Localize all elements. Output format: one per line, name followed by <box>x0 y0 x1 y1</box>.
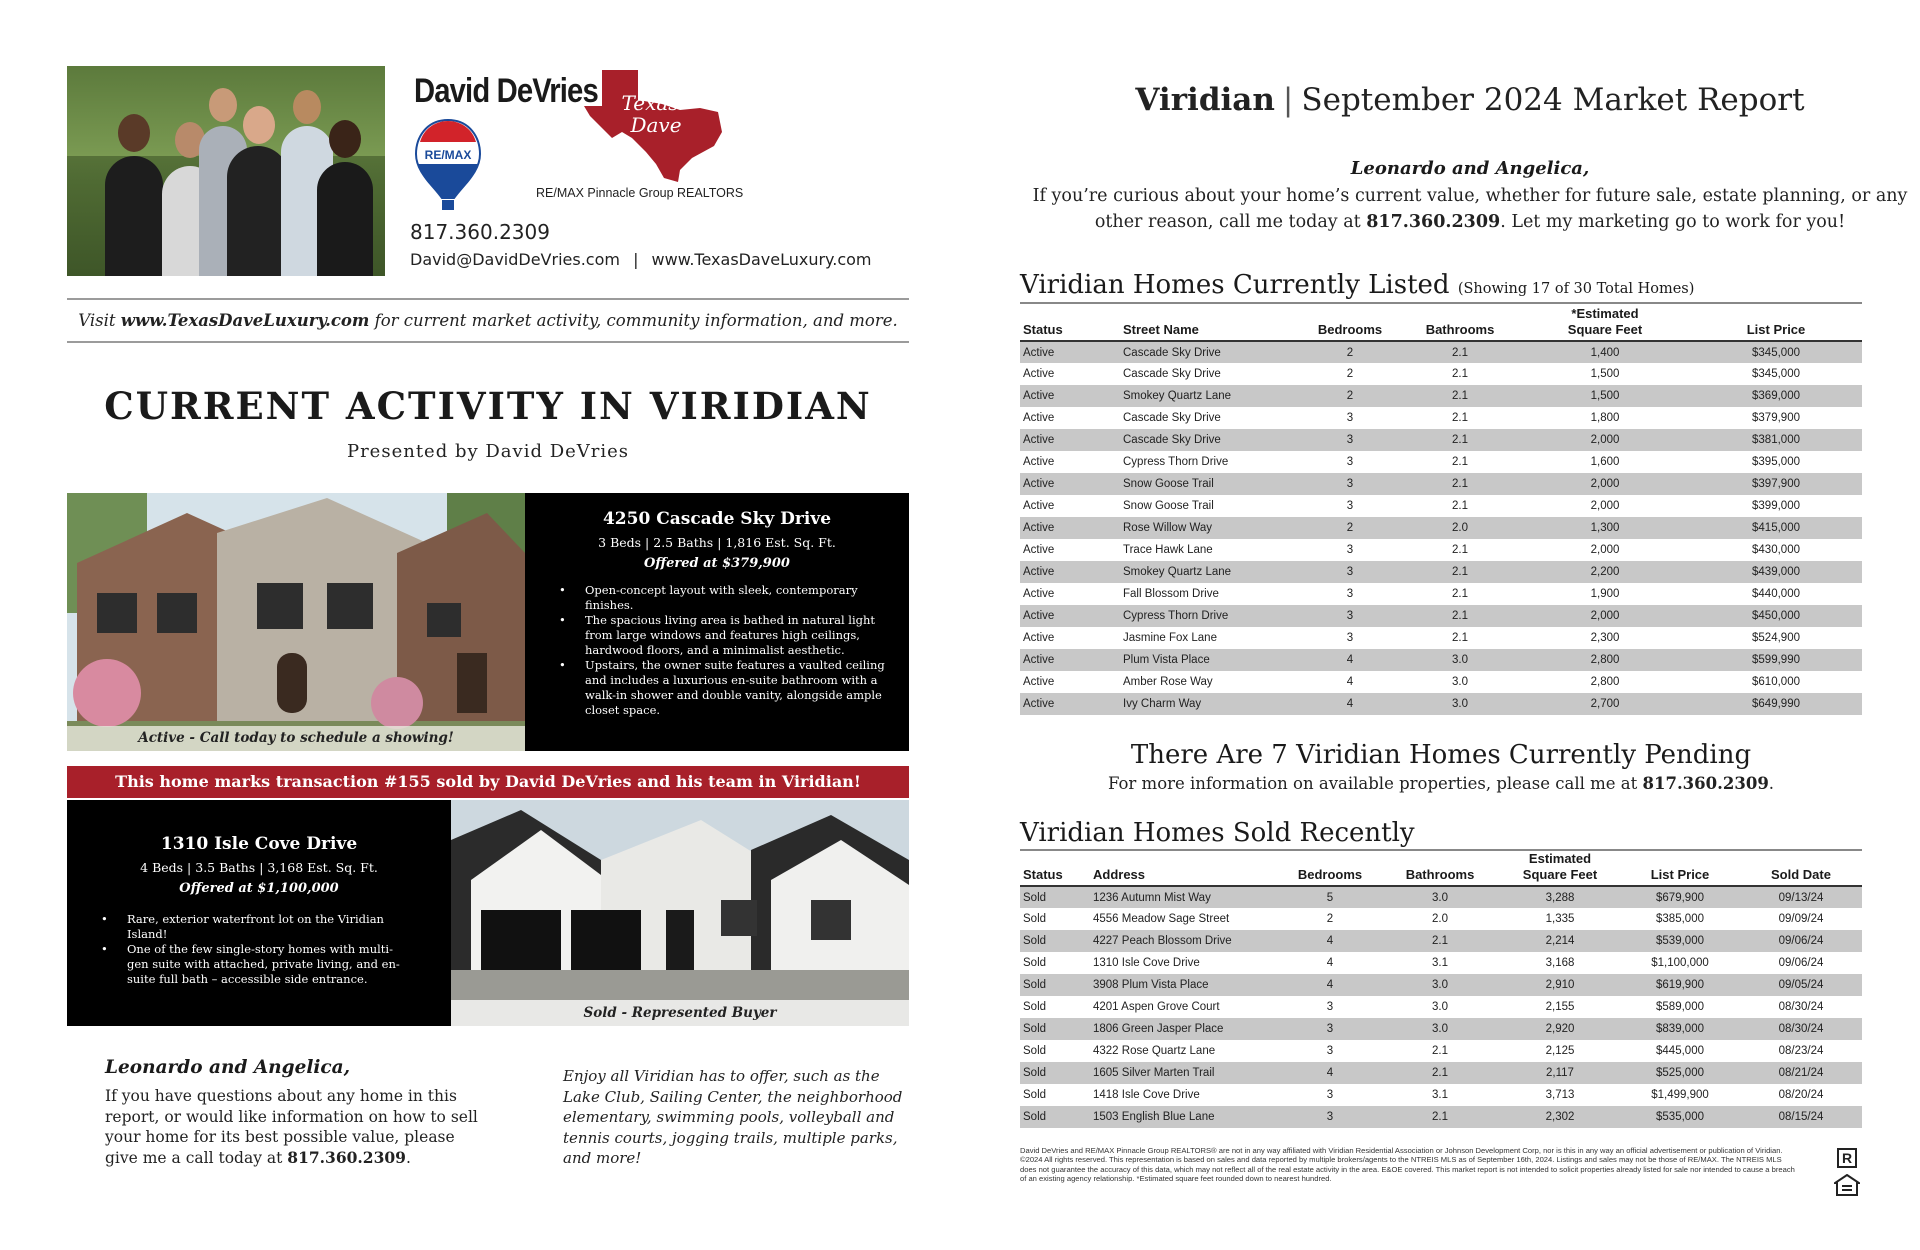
table-cell: 2.0 <box>1400 517 1520 539</box>
agent-brand-name: David DeVries <box>414 72 598 110</box>
brokerage-name: RE/MAX Pinnacle Group REALTORS <box>536 186 744 200</box>
table-cell: Sold <box>1020 1062 1090 1084</box>
table-row <box>1020 1062 1862 1084</box>
table-cell: Sold <box>1020 886 1090 908</box>
list-item: • Open-concept layout with sleek, contemporary finishes. <box>559 583 885 613</box>
table-cell: Active <box>1020 561 1120 583</box>
table-cell: $385,000 <box>1620 908 1740 930</box>
col-bedrooms: Bedrooms <box>1280 851 1380 886</box>
table-cell: 2,700 <box>1520 693 1690 715</box>
col-address: Address <box>1090 851 1280 886</box>
table-cell: 08/23/24 <box>1740 1040 1862 1062</box>
table-cell: 4201 Aspen Grove Court <box>1090 996 1280 1018</box>
col-bathrooms: Bathrooms <box>1380 851 1500 886</box>
table-cell: 3908 Plum Vista Place <box>1090 974 1280 996</box>
table-cell: Active <box>1020 495 1120 517</box>
table-cell: $619,900 <box>1620 974 1740 996</box>
table-cell: 2.1 <box>1400 429 1520 451</box>
dave-logo-word: Dave <box>630 113 682 137</box>
table-cell: 3 <box>1300 495 1400 517</box>
table-cell: 2.1 <box>1400 627 1520 649</box>
table-cell: Sold <box>1020 974 1090 996</box>
table-cell: $535,000 <box>1620 1106 1740 1128</box>
table-cell: 09/06/24 <box>1740 930 1862 952</box>
table-cell: 2 <box>1300 363 1400 385</box>
contact-phone[interactable]: 817.360.2309 <box>410 220 550 244</box>
table-cell: $369,000 <box>1690 385 1862 407</box>
table-cell: 1,600 <box>1520 451 1690 473</box>
table-row <box>1020 451 1862 473</box>
table-cell: 2.1 <box>1400 385 1520 407</box>
listed-rows <box>1020 341 1862 715</box>
greeting-left-phone[interactable]: 817.360.2309 <box>287 1147 406 1167</box>
table-row <box>1020 952 1862 974</box>
table-row <box>1020 385 1862 407</box>
table-cell: 2.1 <box>1380 1106 1500 1128</box>
table-cell: 2 <box>1280 908 1380 930</box>
table-cell: 4 <box>1280 974 1380 996</box>
table-cell: $399,000 <box>1690 495 1862 517</box>
table-cell: Sold <box>1020 1018 1090 1040</box>
table-cell: Snow Goose Trail <box>1120 473 1300 495</box>
table-cell: 2,200 <box>1520 561 1690 583</box>
table-row <box>1020 649 1862 671</box>
table-cell: 4556 Meadow Sage Street <box>1090 908 1280 930</box>
table-row <box>1020 1040 1862 1062</box>
list-item: • Rare, exterior waterfront lot on the Viridian Island! <box>101 912 411 942</box>
sold-title: Viridian Homes Sold Recently <box>1020 818 1415 848</box>
table-cell: Active <box>1020 341 1120 363</box>
table-cell: $525,000 <box>1620 1062 1740 1084</box>
table-cell: 2 <box>1300 517 1400 539</box>
table-cell: Active <box>1020 627 1120 649</box>
right-page <box>960 0 1920 1250</box>
table-cell: Sold <box>1020 1084 1090 1106</box>
table-cell: 09/09/24 <box>1740 908 1862 930</box>
table-cell: 3 <box>1280 1040 1380 1062</box>
table-cell: Active <box>1020 583 1120 605</box>
col-sold-date: Sold Date <box>1740 851 1862 886</box>
table-row <box>1020 996 1862 1018</box>
table-cell: 3 <box>1300 429 1400 451</box>
table-row <box>1020 517 1862 539</box>
table-cell: 2,000 <box>1520 495 1690 517</box>
table-cell: $379,900 <box>1690 407 1862 429</box>
table-cell: 1605 Silver Marten Trail <box>1090 1062 1280 1084</box>
visit-prefix: Visit <box>78 311 121 330</box>
table-cell: $450,000 <box>1690 605 1862 627</box>
table-cell: Trace Hawk Lane <box>1120 539 1300 561</box>
table-cell: Active <box>1020 473 1120 495</box>
table-cell: $395,000 <box>1690 451 1862 473</box>
col-street: Street Name <box>1120 306 1300 341</box>
table-cell: 4 <box>1280 930 1380 952</box>
table-cell: 2,117 <box>1500 1062 1620 1084</box>
table-cell: 2.1 <box>1380 1040 1500 1062</box>
col-bathrooms: Bathrooms <box>1400 306 1520 341</box>
table-cell: 1,300 <box>1520 517 1690 539</box>
table-cell: 09/13/24 <box>1740 886 1862 908</box>
listing1-caption: Active - Call today to schedule a showing! <box>67 726 525 751</box>
listing2-photo <box>451 800 909 1000</box>
report-title: Viridian | September 2024 Market Report <box>1135 82 1805 118</box>
col-price: List Price <box>1690 306 1862 341</box>
table-cell: 4227 Peach Blossom Drive <box>1090 930 1280 952</box>
table-row <box>1020 363 1862 385</box>
table-cell: Active <box>1020 451 1120 473</box>
table-cell: 2.1 <box>1400 583 1520 605</box>
table-cell: 3.0 <box>1380 886 1500 908</box>
table-cell: 3.1 <box>1380 952 1500 974</box>
table-row <box>1020 671 1862 693</box>
table-cell: $649,990 <box>1690 693 1862 715</box>
table-cell: 1,800 <box>1520 407 1690 429</box>
table-cell: $679,900 <box>1620 886 1740 908</box>
visit-line <box>67 311 909 330</box>
table-cell: 3 <box>1280 1106 1380 1128</box>
table-cell: 08/21/24 <box>1740 1062 1862 1084</box>
table-cell: 4 <box>1300 671 1400 693</box>
table-cell: 2,000 <box>1520 605 1690 627</box>
table-cell: 2.1 <box>1400 341 1520 363</box>
table-cell: 3 <box>1280 1018 1380 1040</box>
table-cell: $1,100,000 <box>1620 952 1740 974</box>
table-cell: Ivy Charm Way <box>1120 693 1300 715</box>
greeting-left-name: Leonardo and Angelica, <box>105 1057 351 1078</box>
table-cell: 2 <box>1300 385 1400 407</box>
greeting-right <box>1020 158 1920 235</box>
col-status: Status <box>1020 306 1120 341</box>
table-cell: Active <box>1020 539 1120 561</box>
table-cell: 1236 Autumn Mist Way <box>1090 886 1280 908</box>
table-cell: 1,500 <box>1520 385 1690 407</box>
table-cell: $381,000 <box>1690 429 1862 451</box>
listing1-offer: Offered at $379,900 <box>644 556 790 571</box>
greeting-left-body: If you have questions about any home in this report, or would like information on how to sell your home for its best possible value, please give me a call today at 817.360.2309. <box>105 1087 478 1167</box>
table-row <box>1020 1018 1862 1040</box>
table-cell: 3.0 <box>1400 671 1520 693</box>
table-cell: 3.0 <box>1400 693 1520 715</box>
table-cell: 2 <box>1300 341 1400 363</box>
table-cell: 2.1 <box>1400 495 1520 517</box>
table-cell: Active <box>1020 649 1120 671</box>
table-cell: 3 <box>1300 407 1400 429</box>
list-item: • The spacious living area is bathed in natural light from large windows and features high ceilings, hardwood floors, and a minimalist aesthetic. <box>559 613 885 658</box>
table-cell: Sold <box>1020 908 1090 930</box>
table-cell: 2.1 <box>1400 473 1520 495</box>
list-item: • Upstairs, the owner suite features a vaulted ceiling and includes a luxurious en-suite bathroom with a walk-in shower and double vanity, alongside ample closet space. <box>559 658 885 718</box>
table-cell: $415,000 <box>1690 517 1862 539</box>
table-cell: Cascade Sky Drive <box>1120 429 1300 451</box>
table-cell: Smokey Quartz Lane <box>1120 385 1300 407</box>
listing2-panel <box>67 800 451 1026</box>
table-cell: Fall Blossom Drive <box>1120 583 1300 605</box>
table-cell: 1310 Isle Cove Drive <box>1090 952 1280 974</box>
col-status: Status <box>1020 851 1090 886</box>
listing2-caption: Sold - Represented Buyer <box>451 1000 909 1026</box>
listing2-address: 1310 Isle Cove Drive <box>160 834 358 854</box>
greeting-right-phone[interactable]: 817.360.2309 <box>1366 212 1501 232</box>
greeting-left <box>105 1057 485 1168</box>
sold-table <box>1020 851 1862 1128</box>
enjoy-text: Enjoy all Viridian has to offer, such as the Lake Club, Sailing Center, the neighborhood elementary, swimming pools, volleyball and tennis courts, jogging trails, multiple parks, and more! <box>563 1067 903 1167</box>
table-cell: 2,000 <box>1520 539 1690 561</box>
divider-bottom <box>67 341 909 343</box>
contact-line <box>410 250 872 269</box>
table-cell: 2.1 <box>1400 451 1520 473</box>
table-cell: 1,900 <box>1520 583 1690 605</box>
listing1-photo <box>67 493 525 751</box>
table-cell: Snow Goose Trail <box>1120 495 1300 517</box>
sold-rows <box>1020 886 1862 1128</box>
table-row <box>1020 693 1862 715</box>
table-cell: Active <box>1020 363 1120 385</box>
table-cell: 1,500 <box>1520 363 1690 385</box>
table-cell: 4322 Rose Quartz Lane <box>1090 1040 1280 1062</box>
table-cell: $839,000 <box>1620 1018 1740 1040</box>
table-cell: 3 <box>1280 996 1380 1018</box>
table-cell: Sold <box>1020 930 1090 952</box>
activity-title: CURRENT ACTIVITY IN VIRIDIAN <box>104 384 872 428</box>
table-cell: 2,214 <box>1500 930 1620 952</box>
contact-email[interactable]: David@DavidDeVries.com <box>410 250 620 269</box>
remax-balloon-icon <box>414 118 482 214</box>
listed-table <box>1020 306 1862 715</box>
table-row <box>1020 407 1862 429</box>
contact-website[interactable]: www.TexasDaveLuxury.com <box>651 250 872 269</box>
visit-suffix: for current market activity, community information, and more. <box>369 311 898 330</box>
table-cell: $524,900 <box>1690 627 1862 649</box>
texas-logo-word: Texas <box>621 91 679 115</box>
table-cell: 2.1 <box>1380 930 1500 952</box>
table-row <box>1020 930 1862 952</box>
table-cell: 2,000 <box>1520 429 1690 451</box>
table-cell: 3.0 <box>1380 1018 1500 1040</box>
transaction-banner: This home marks transaction #155 sold by David DeVries and his team in Viridian! <box>67 766 909 798</box>
team-photo <box>67 66 385 276</box>
table-cell: 2,155 <box>1500 996 1620 1018</box>
listed-subtitle: (Showing 17 of 30 Total Homes) <box>1457 281 1695 297</box>
table-cell: 2,300 <box>1520 627 1690 649</box>
table-cell: 3.0 <box>1400 649 1520 671</box>
table-cell: Jasmine Fox Lane <box>1120 627 1300 649</box>
table-cell: 3 <box>1300 451 1400 473</box>
table-cell: 2.1 <box>1400 561 1520 583</box>
table-cell: Amber Rose Way <box>1120 671 1300 693</box>
table-cell: 1,335 <box>1500 908 1620 930</box>
table-cell: 2,800 <box>1520 649 1690 671</box>
table-cell: $345,000 <box>1690 363 1862 385</box>
table-row <box>1020 627 1862 649</box>
table-cell: Plum Vista Place <box>1120 649 1300 671</box>
table-cell: 3 <box>1300 605 1400 627</box>
table-cell: $1,499,900 <box>1620 1084 1740 1106</box>
disclaimer: David DeVries and RE/MAX Pinnacle Group REALTORS® are not in any way affiliated with Viridian Residential Association or Johnson Development Corp, nor is this in any way an official advertisement or publication of Viridian. ©2024 All rights reserved. This representation is based on sales and data reported by multiple brokers/agents to the NTREIS MLS as of September 16th, 2024. Listings and sales may not be those of RE/MAX. The NTREIS MLS does not guarantee the accuracy of this data, which may not reflect all of the real estate activity in the area. E&OE covered. This market report is not intended to solicit properties already listed for sale nor intended to cause a breach of an existing agency relationship. *Estimated square feet rounded down to nearest hundred. <box>1020 1146 1795 1184</box>
table-row <box>1020 605 1862 627</box>
pending-sub: For more information on available properties, please call me at 817.360.2309. <box>1107 774 1775 793</box>
table-cell: $439,000 <box>1690 561 1862 583</box>
table-cell: 4 <box>1300 649 1400 671</box>
table-cell: 4 <box>1280 952 1380 974</box>
table-cell: Cascade Sky Drive <box>1120 407 1300 429</box>
listing1-details: 3 Beds | 2.5 Baths | 1,816 Est. Sq. Ft. <box>598 535 836 550</box>
house-photo-2-icon <box>451 800 909 1000</box>
table-cell: Active <box>1020 407 1120 429</box>
pending-title: There Are 7 Viridian Homes Currently Pending <box>1130 740 1752 770</box>
table-cell: 4 <box>1300 693 1400 715</box>
table-cell: 2,910 <box>1500 974 1620 996</box>
table-cell: Cypress Thorn Drive <box>1120 605 1300 627</box>
table-cell: 2.0 <box>1380 908 1500 930</box>
table-cell: $397,900 <box>1690 473 1862 495</box>
table-cell: Sold <box>1020 1040 1090 1062</box>
table-cell: 2.1 <box>1380 1062 1500 1084</box>
table-cell: Cypress Thorn Drive <box>1120 451 1300 473</box>
table-cell: 3.0 <box>1380 974 1500 996</box>
greeting-right-name: Leonardo and Angelica, <box>1350 158 1590 179</box>
table-cell: 2,920 <box>1500 1018 1620 1040</box>
table-cell: 3 <box>1300 583 1400 605</box>
table-cell: Sold <box>1020 996 1090 1018</box>
table-cell: $445,000 <box>1620 1040 1740 1062</box>
table-row <box>1020 583 1862 605</box>
table-row <box>1020 908 1862 930</box>
col-price: List Price <box>1620 851 1740 886</box>
table-cell: $440,000 <box>1690 583 1862 605</box>
table-cell: $345,000 <box>1690 341 1862 363</box>
table-cell: Smokey Quartz Lane <box>1120 561 1300 583</box>
table-cell: 08/15/24 <box>1740 1106 1862 1128</box>
table-cell: 1418 Isle Cove Drive <box>1090 1084 1280 1106</box>
table-cell: 3 <box>1280 1084 1380 1106</box>
table-cell: Sold <box>1020 952 1090 974</box>
table-cell: 08/30/24 <box>1740 996 1862 1018</box>
table-cell: 3.1 <box>1380 1084 1500 1106</box>
listing1-bullets <box>559 583 885 718</box>
brand-block <box>410 66 930 226</box>
table-cell: 3,168 <box>1500 952 1620 974</box>
table-cell: 08/20/24 <box>1740 1084 1862 1106</box>
table-cell: Active <box>1020 517 1120 539</box>
table-cell: Active <box>1020 429 1120 451</box>
listing1-address: 4250 Cascade Sky Drive <box>602 509 832 529</box>
report-community: Viridian <box>1135 82 1275 118</box>
table-row <box>1020 1106 1862 1128</box>
table-cell: 08/30/24 <box>1740 1018 1862 1040</box>
table-cell: 3 <box>1300 539 1400 561</box>
presented-by: Presented by David DeVries <box>346 441 630 462</box>
listing2-details: 4 Beds | 3.5 Baths | 3,168 Est. Sq. Ft. <box>140 860 378 875</box>
table-cell: 3 <box>1300 473 1400 495</box>
table-cell: 2,302 <box>1500 1106 1620 1128</box>
table-cell: 2.1 <box>1400 363 1520 385</box>
table-cell: 09/05/24 <box>1740 974 1862 996</box>
table-row <box>1020 429 1862 451</box>
table-cell: $539,000 <box>1620 930 1740 952</box>
contact-separator: | <box>633 250 639 269</box>
listed-title: Viridian Homes Currently Listed (Showing 17 of 30 Total Homes) <box>1020 270 1695 300</box>
table-cell: $599,990 <box>1690 649 1862 671</box>
listed-rule <box>1020 302 1862 304</box>
col-sqft: Estimated Square Feet <box>1500 851 1620 886</box>
table-cell: 2.1 <box>1400 407 1520 429</box>
table-cell: $430,000 <box>1690 539 1862 561</box>
house-photo-1-icon <box>67 493 525 751</box>
realtor-icon: R <box>1837 1148 1857 1168</box>
table-cell: Active <box>1020 385 1120 407</box>
listing2-offer: Offered at $1,100,000 <box>179 881 339 896</box>
table-cell: 1,400 <box>1520 341 1690 363</box>
table-cell: 1503 English Blue Lane <box>1090 1106 1280 1128</box>
table-cell: 3,288 <box>1500 886 1620 908</box>
table-cell: Active <box>1020 671 1120 693</box>
table-row <box>1020 473 1862 495</box>
table-cell: 3 <box>1300 561 1400 583</box>
table-cell: $589,000 <box>1620 996 1740 1018</box>
table-cell: Cascade Sky Drive <box>1120 341 1300 363</box>
table-cell: 09/06/24 <box>1740 952 1862 974</box>
table-cell: 5 <box>1280 886 1380 908</box>
table-cell: 2.1 <box>1400 605 1520 627</box>
table-row <box>1020 1084 1862 1106</box>
table-row <box>1020 886 1862 908</box>
table-row <box>1020 974 1862 996</box>
listing1-panel <box>525 493 909 751</box>
texas-dave-logo <box>580 66 730 184</box>
table-row <box>1020 561 1862 583</box>
table-cell: $610,000 <box>1690 671 1862 693</box>
divider-top <box>67 298 909 300</box>
equal-housing-icon <box>1834 1174 1860 1196</box>
table-cell: Cascade Sky Drive <box>1120 363 1300 385</box>
col-bedrooms: Bedrooms <box>1300 306 1400 341</box>
listing2-bullets <box>101 912 411 987</box>
table-row <box>1020 341 1862 363</box>
report-title-text: September 2024 Market Report <box>1301 82 1805 118</box>
table-cell: 3,713 <box>1500 1084 1620 1106</box>
pending-phone[interactable]: 817.360.2309 <box>1642 774 1769 793</box>
table-cell: 4 <box>1280 1062 1380 1084</box>
table-cell: 2.1 <box>1400 539 1520 561</box>
visit-url-link[interactable]: www.TexasDaveLuxury.com <box>120 311 370 330</box>
table-cell: Rose Willow Way <box>1120 517 1300 539</box>
table-cell: Active <box>1020 693 1120 715</box>
table-row <box>1020 539 1862 561</box>
table-cell: 2,800 <box>1520 671 1690 693</box>
remax-label: RE/MAX <box>424 148 472 162</box>
table-cell: 2,000 <box>1520 473 1690 495</box>
table-cell: 2,125 <box>1500 1040 1620 1062</box>
greeting-right-body: If you’re curious about your home’s current value, whether for future sale, estate planning, or any other reason, call me today at 817.360.2309. Let my marketing go to work for you! <box>1032 186 1908 232</box>
table-cell: 3.0 <box>1380 996 1500 1018</box>
table-cell: Sold <box>1020 1106 1090 1128</box>
list-item: • One of the few single-story homes with multi-gen suite with attached, private living, and en-suite full bath – accessible side entrance. <box>101 942 411 987</box>
col-sqft: *Estimated Square Feet <box>1520 306 1690 341</box>
table-cell: Active <box>1020 605 1120 627</box>
table-row <box>1020 495 1862 517</box>
table-cell: 3 <box>1300 627 1400 649</box>
table-cell: 1806 Green Jasper Place <box>1090 1018 1280 1040</box>
